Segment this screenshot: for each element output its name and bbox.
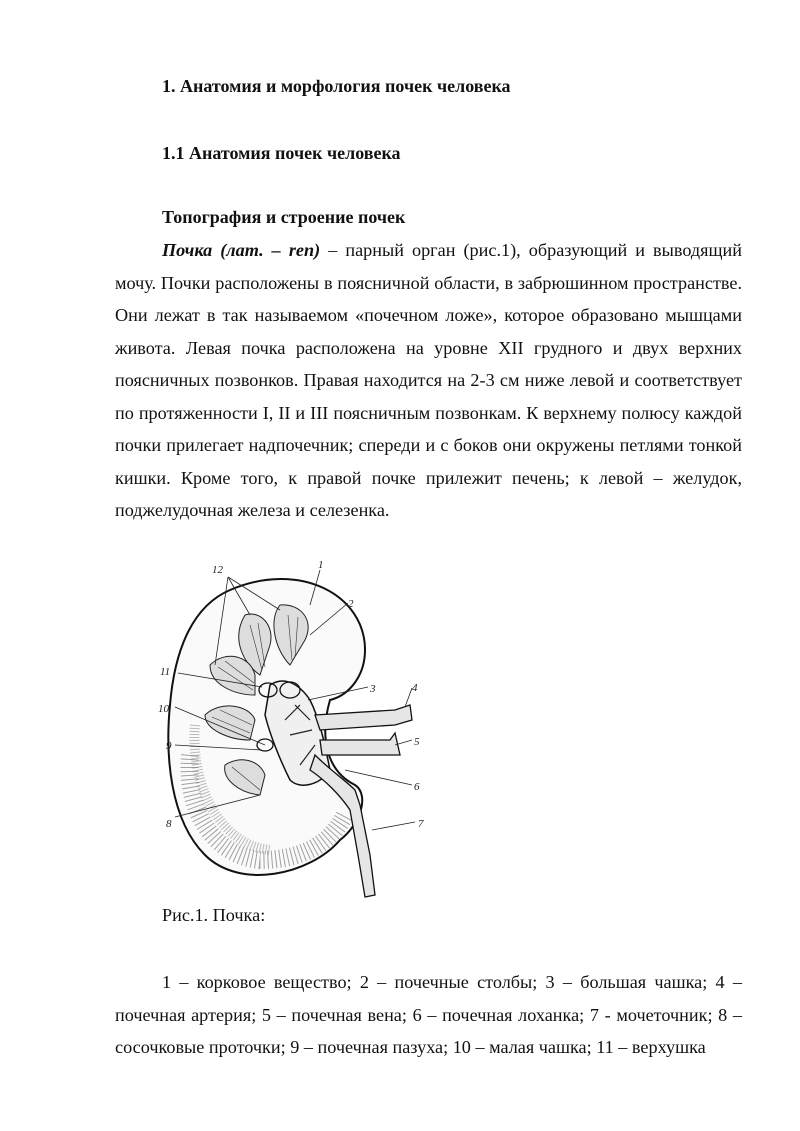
label-12: 12: [212, 564, 223, 576]
figure-legend: 1 – корковое вещество; 2 – почечные столбы; 3 – большая чашка; 4 – почечная артерия; 5 – почечная вена; 6 – почечная лоханка; 7 - мочеточник; 8 – сосочковые проточки; 9 – почечная пазуха; 10 – малая чашка; 11 – верхушка: [115, 972, 742, 1057]
label-9: 9: [166, 740, 172, 752]
body-paragraph: [115, 234, 742, 527]
figure-caption: Рис.1. Почка:: [162, 905, 266, 925]
label-5: 5: [414, 736, 420, 748]
kidney-illustration: [150, 555, 450, 900]
label-8: 8: [166, 818, 172, 830]
term-kidney: Почка (лат. – ren): [162, 240, 321, 260]
label-10: 10: [158, 703, 169, 715]
label-4: 4: [412, 682, 418, 694]
topic-heading: Топография и строение почек: [162, 207, 406, 227]
label-6: 6: [414, 781, 420, 793]
section-heading: 1. Анатомия и морфология почек человека: [162, 76, 511, 96]
label-7: 7: [418, 818, 424, 830]
label-1: 1: [318, 559, 324, 571]
paragraph-text: – парный орган (рис.1), образующий и выводящий мочу. Почки расположены в поясничной области, в забрюшинном пространстве. Они лежат в так называемом «почечном ложе», которое образовано мышцами живота. Левая почка расположена на уровне XII грудного и двух верхних поясничных позвонков. Правая находится на 2-3 см ниже левой и соответствует по протяженности I, II и III поясничным позвонкам. К верхнему полюсу каждой почки прилегает надпочечник; спереди и с боков они окружены петлями тонкой кишки. Кроме того, к правой почке прилежит печень; к левой – желудок, поджелудочная железа и селезенка.: [115, 240, 742, 520]
label-2: 2: [348, 598, 354, 610]
label-11: 11: [160, 666, 171, 678]
label-3: 3: [370, 683, 376, 695]
subsection-heading: 1.1 Анатомия почек человека: [162, 143, 401, 163]
